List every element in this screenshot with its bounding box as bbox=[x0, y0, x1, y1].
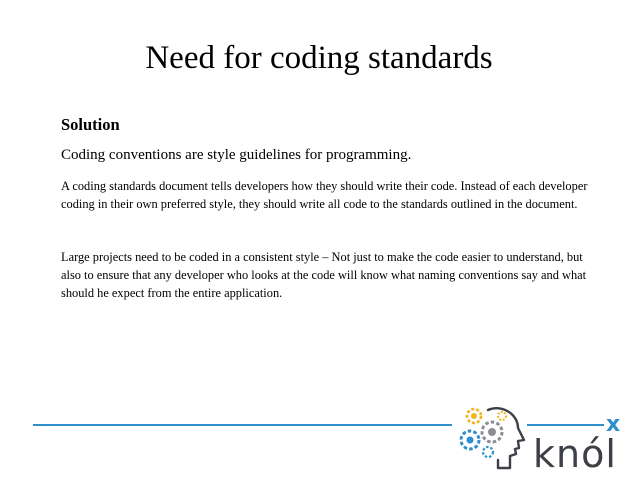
section-heading: Solution bbox=[61, 115, 120, 134]
brand-x-mark: x bbox=[606, 412, 621, 437]
lead-sentence: Coding conventions are style guidelines for programming. bbox=[61, 147, 412, 163]
gear-head-logo-icon bbox=[458, 402, 530, 474]
slide-title: Need for coding standards bbox=[145, 40, 493, 76]
footer-divider-right bbox=[527, 424, 604, 426]
body-paragraph-2: Large projects need to be coded in a consistent style – Not just to make the code easier to understand, but also to ensure that any developer who looks at the code will know what naming conventions say and what should he expect from the entire application. bbox=[61, 250, 587, 301]
brand-wordmark: knól bbox=[533, 432, 617, 476]
footer-divider-left bbox=[33, 424, 452, 426]
body-paragraph-1: A coding standards document tells developers how they should write their code. Instead of each developer coding in their own preferred style, they should write all code to the standards outlined in the document. bbox=[61, 179, 588, 212]
